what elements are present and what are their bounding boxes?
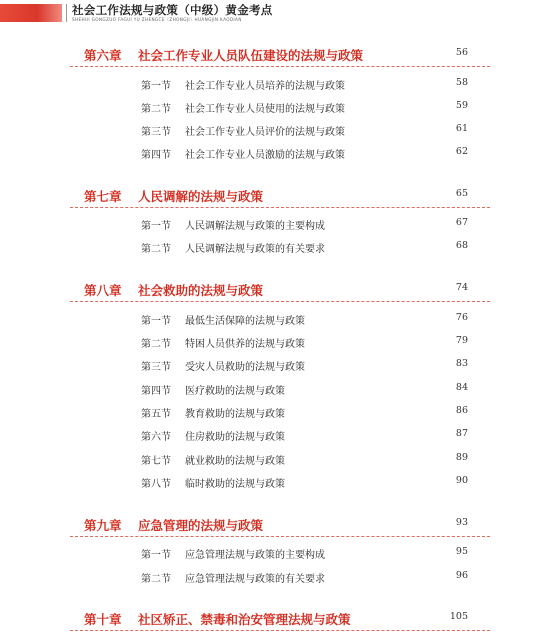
section-number: 第七节 [141,456,171,467]
chapter-page: 74 [455,282,468,293]
header-red-bar [0,4,62,22]
section-title: 社会工作专业人员培养的法规与政策 [185,81,345,92]
chapter-number: 第八章 [84,283,122,298]
chapter-title: 人民调解的法规与政策 [138,189,264,204]
toc-section[interactable] [141,452,468,468]
section-title: 应急管理法规与政策的有关要求 [185,574,325,585]
chapter-number: 第十章 [84,612,122,627]
section-page: 84 [455,382,468,393]
toc-chapter[interactable] [84,610,468,628]
chapter-divider [70,66,490,67]
toc-section[interactable] [141,100,468,116]
section-number: 第八节 [141,479,171,490]
toc-section[interactable] [141,382,468,398]
toc-section[interactable] [141,428,468,444]
toc-chapter[interactable] [84,281,468,299]
section-title: 教育救助的法规与政策 [185,409,285,420]
section-page: 95 [455,546,468,557]
toc-section[interactable] [141,475,468,491]
toc-section[interactable] [141,570,468,586]
chapter-title: 社会工作专业人员队伍建设的法规与政策 [138,48,364,63]
section-number: 第三节 [141,362,171,373]
section-number: 第二节 [141,574,171,585]
section-page: 61 [455,123,468,134]
chapter-divider [70,630,490,631]
section-number: 第六节 [141,432,171,443]
section-title: 人民调解法规与政策的有关要求 [185,244,325,255]
section-page: 59 [455,100,468,111]
section-number: 第四节 [141,150,171,161]
section-number: 第二节 [141,339,171,350]
chapter-page: 105 [449,611,468,622]
toc-chapter[interactable] [84,187,468,205]
book-title: 社会工作法规与政策（中级）黄金考点 [72,3,273,17]
chapter-divider [70,207,490,208]
toc-section[interactable] [141,240,468,256]
toc-section[interactable] [141,146,468,162]
chapter-number: 第六章 [84,48,122,63]
section-page: 89 [455,452,468,463]
section-page: 62 [455,146,468,157]
section-title: 社会工作专业人员激励的法规与政策 [185,150,345,161]
chapter-title: 社会救助的法规与政策 [138,283,264,298]
chapter-divider [70,536,490,537]
section-page: 58 [455,77,468,88]
toc-chapter[interactable] [84,46,468,64]
section-number: 第四节 [141,386,171,397]
toc-section[interactable] [141,217,468,233]
toc-section[interactable] [141,358,468,374]
section-title: 特困人员供养的法规与政策 [185,339,305,350]
toc-section[interactable] [141,405,468,421]
section-page: 83 [455,358,468,369]
section-number: 第一节 [141,550,171,561]
toc-section[interactable] [141,546,468,562]
section-number: 第二节 [141,104,171,115]
chapter-number: 第七章 [84,189,122,204]
chapter-page: 93 [455,517,468,528]
chapter-title: 应急管理的法规与政策 [138,518,264,533]
section-number: 第一节 [141,221,171,232]
toc-section[interactable] [141,77,468,93]
chapter-title: 社区矫正、禁毒和治安管理法规与政策 [138,612,351,627]
section-title: 社会工作专业人员使用的法规与政策 [185,104,345,115]
chapter-page: 56 [455,47,468,58]
toc-section[interactable] [141,335,468,351]
section-title: 社会工作专业人员评价的法规与政策 [185,127,345,138]
section-page: 68 [455,240,468,251]
chapter-number: 第九章 [84,518,122,533]
section-title: 就业救助的法规与政策 [185,456,285,467]
section-title: 受灾人员救助的法规与政策 [185,362,305,373]
toc-section[interactable] [141,123,468,139]
chapter-divider [70,301,490,302]
section-title: 应急管理法规与政策的主要构成 [185,550,325,561]
section-number: 第一节 [141,81,171,92]
section-page: 79 [455,335,468,346]
section-title: 最低生活保障的法规与政策 [185,316,305,327]
section-number: 第五节 [141,409,171,420]
section-title: 临时救助的法规与政策 [185,479,285,490]
section-title: 住房救助的法规与政策 [185,432,285,443]
book-title-pinyin: SHEHUI GONGZUO FAGUI YU ZHENGCE（ZHONGJI）HUANGJIN KAODIAN [72,17,242,22]
header-divider [66,4,67,22]
section-title: 医疗救助的法规与政策 [185,386,285,397]
toc-section[interactable] [141,312,468,328]
section-number: 第一节 [141,316,171,327]
running-header [0,0,553,28]
section-page: 86 [455,405,468,416]
section-page: 90 [455,475,468,486]
toc-chapter[interactable] [84,516,468,534]
section-number: 第二节 [141,244,171,255]
section-page: 96 [455,570,468,581]
section-page: 87 [455,428,468,439]
section-page: 67 [455,217,468,228]
section-number: 第三节 [141,127,171,138]
section-page: 76 [455,312,468,323]
section-title: 人民调解法规与政策的主要构成 [185,221,325,232]
chapter-page: 65 [455,188,468,199]
